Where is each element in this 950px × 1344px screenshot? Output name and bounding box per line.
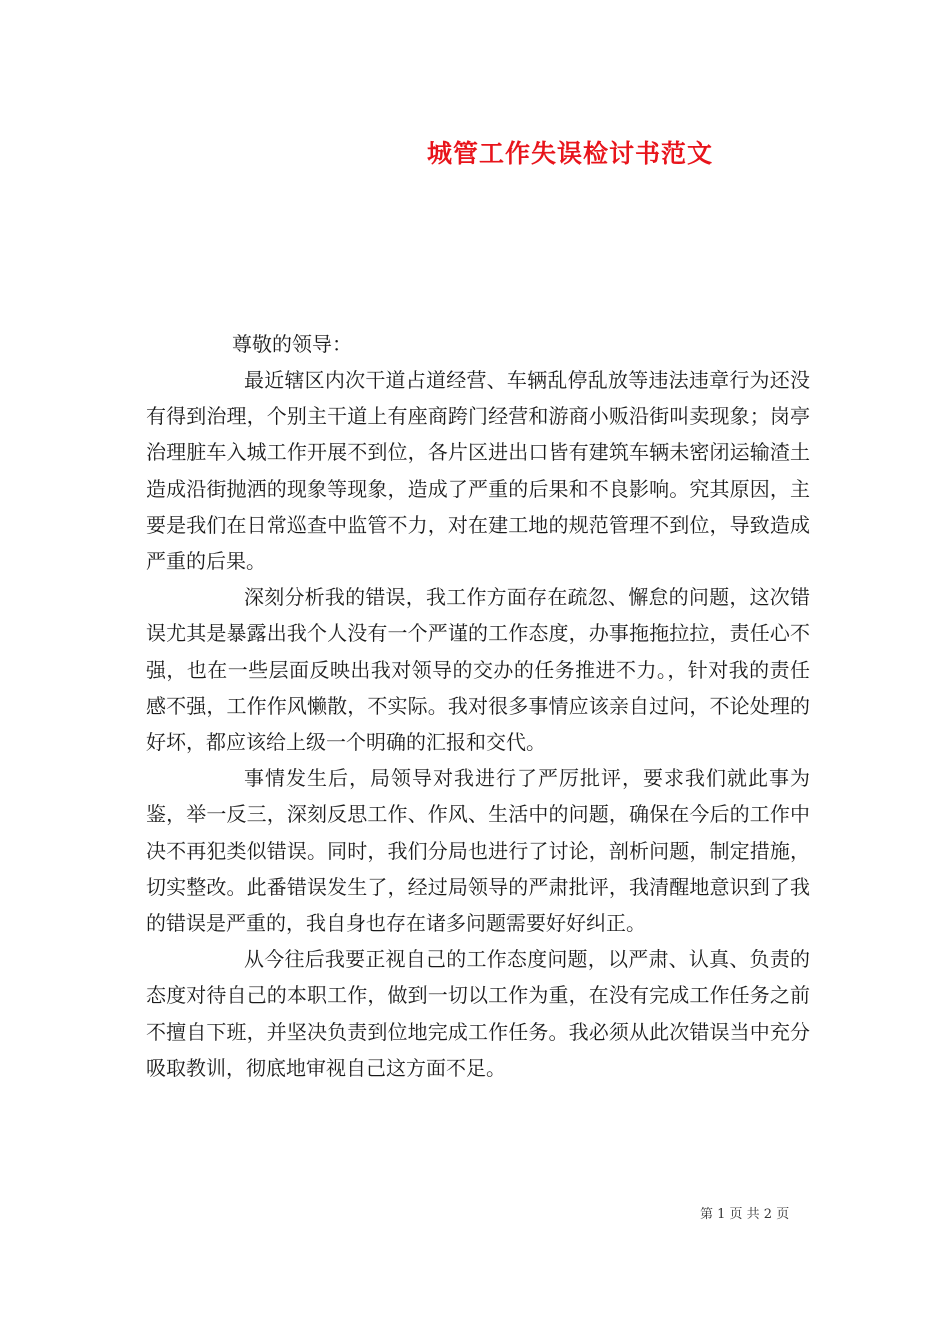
paragraph: 从今往后我要正视自己的工作态度问题，以严肃、认真、负责的态度对待自己的本职工作，做到一切以工作为重，在没有完成工作任务之前不擅自下班，并坚决负责到位地完成工作任务。我必须从此次错误当中充分吸取教训，彻底地审视自己这方面不足。 [146,947,810,1080]
paragraph: 事情发生后，局领导对我进行了严厉批评，要求我们就此事为鉴，举一反三，深刻反思工作、作风、生活中的问题，确保在今后的工作中决不再犯类似错误。同时，我们分局也进行了讨论，剖析问题，制定措施，切实整改。此番错误发生了，经过局领导的严肃批评，我清醒地意识到了我的错误是严重的，我自身也存在诸多问题需要好好纠正。 [146,766,810,936]
greeting: 尊敬的领导： [232,332,352,356]
page-footer: 第 1 页 共 2 页 [700,1207,790,1222]
document-body [146,362,810,1086]
paragraph: 深刻分析我的错误，我工作方面存在疏忽、懈怠的问题，这次错误尤其是暴露出我个人没有一个严谨的工作态度，办事拖拖拉拉，责任心不强，也在一些层面反映出我对领导的交办的任务推进不力。，针对我的责任感不强，工作作风懒散，不实际。我对很多事情应该亲自过问，不论处理的好坏，都应该给上级一个明确的汇报和交代。 [146,585,810,755]
page-title: 城管工作失误检讨书范文 [426,139,713,168]
paragraph: 最近辖区内次干道占道经营、车辆乱停乱放等违法违章行为还没有得到治理，个别主干道上有座商跨门经营和游商小贩沿街叫卖现象；岗亭治理脏车入城工作开展不到位，各片区进出口皆有建筑车辆未密闭运输渣土造成沿街抛洒的现象等现象，造成了严重的后果和不良影响。究其原因，主要是我们在日常巡查中监管不力，对在建工地的规范管理不到位，导致造成严重的后果。 [146,368,810,574]
